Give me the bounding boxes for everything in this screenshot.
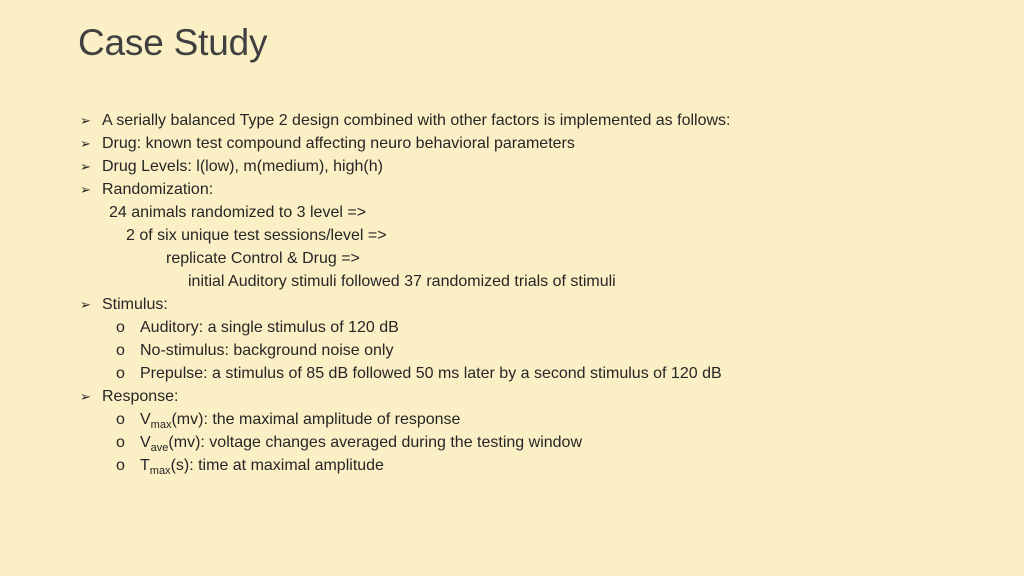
bullet-line (80, 178, 980, 201)
sub-bullet-line (80, 362, 980, 385)
response-item (80, 454, 980, 477)
sub-bullet-line (80, 316, 980, 339)
bullet-text: Drug: known test compound affecting neuro behavioral parameters (102, 135, 575, 152)
slide-body (80, 109, 980, 477)
bullet-text: Stimulus: (102, 296, 168, 313)
sub-bullet-line (80, 339, 980, 362)
slide-title: Case Study (78, 22, 268, 63)
indented-line (80, 270, 980, 293)
response-text (140, 408, 460, 431)
response-symbol: V (140, 411, 151, 428)
arrow-bullet-icon: ➢ (80, 182, 91, 197)
arrow-bullet-icon: ➢ (80, 113, 91, 128)
response-description: (s): time at maximal amplitude (170, 457, 384, 474)
bullet-line (80, 132, 980, 155)
arrow-bullet-icon: ➢ (80, 136, 91, 151)
bullet-line (80, 293, 980, 316)
arrow-bullet-icon: ➢ (80, 389, 91, 404)
indented-line (80, 247, 980, 270)
arrow-bullet-icon: ➢ (80, 297, 91, 312)
indented-text: 24 animals randomized to 3 level => (109, 204, 367, 221)
circle-bullet-icon: o (116, 434, 125, 451)
bullet-line (80, 155, 980, 178)
circle-bullet-icon: o (116, 457, 125, 474)
bullet-line (80, 109, 980, 132)
sub-bullet-text: Auditory: a single stimulus of 120 dB (140, 319, 399, 336)
response-text (140, 431, 582, 454)
circle-bullet-icon: o (116, 365, 125, 382)
bullet-text: Randomization: (102, 181, 214, 198)
response-text (140, 454, 384, 477)
circle-bullet-icon: o (116, 319, 125, 336)
response-subscript: ave (150, 442, 169, 454)
indented-text: replicate Control & Drug => (166, 250, 360, 267)
response-item (80, 408, 980, 431)
response-symbol: V (140, 434, 151, 451)
circle-bullet-icon: o (116, 411, 125, 428)
bullet-text: A serially balanced Type 2 design combined with other factors is implemented as follows: (102, 112, 731, 129)
arrow-bullet-icon: ➢ (80, 159, 91, 174)
response-subscript: max (149, 465, 171, 477)
response-subscript: max (150, 419, 172, 431)
bullet-line (80, 385, 980, 408)
response-symbol: T (140, 457, 150, 474)
bullet-text: Drug Levels: l(low), m(medium), high(h) (102, 158, 383, 175)
indented-text: initial Auditory stimuli followed 37 randomized trials of stimuli (188, 273, 616, 290)
indented-line (80, 201, 980, 224)
indented-text: 2 of six unique test sessions/level => (126, 227, 387, 244)
bullet-text: Response: (102, 388, 179, 405)
circle-bullet-icon: o (116, 342, 125, 359)
indented-line (80, 224, 980, 247)
response-description: (mv): voltage changes averaged during the testing window (168, 434, 582, 451)
sub-bullet-text: No-stimulus: background noise only (140, 342, 394, 359)
response-item (80, 431, 980, 454)
sub-bullet-text: Prepulse: a stimulus of 85 dB followed 50 ms later by a second stimulus of 120 dB (140, 365, 722, 382)
response-description: (mv): the maximal amplitude of response (171, 411, 461, 428)
